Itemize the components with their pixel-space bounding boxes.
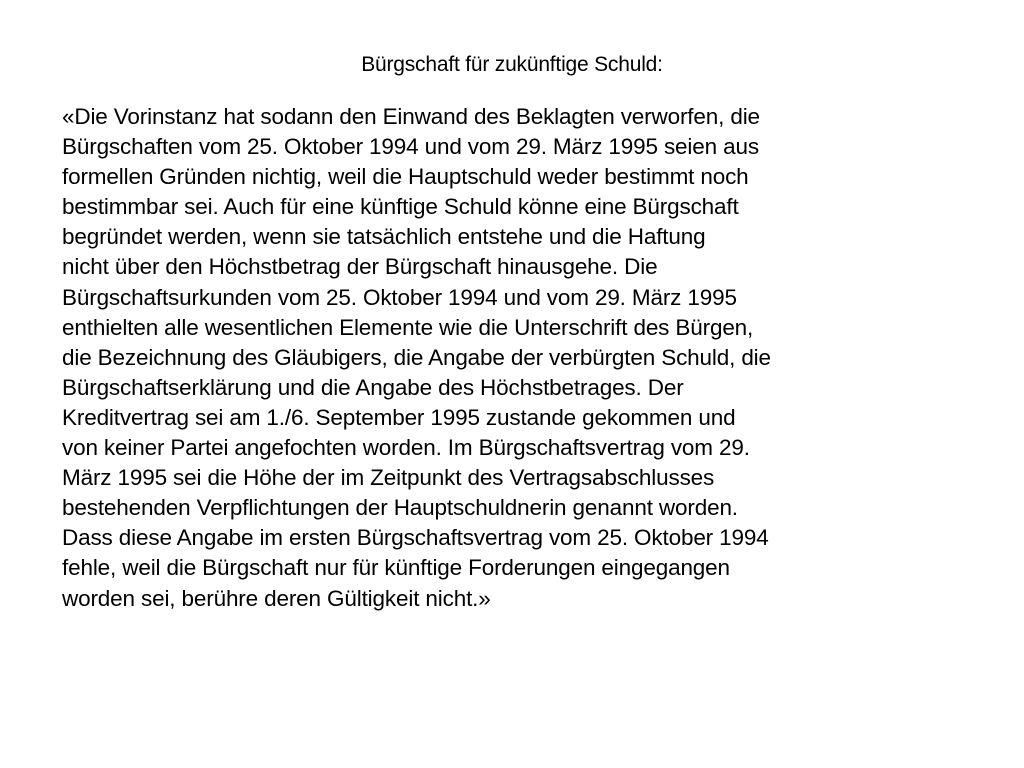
- slide-body-text: [62, 102, 967, 614]
- body-line: bestimmbar sei. Auch für eine künftige Schuld könne eine Bürgschaft: [62, 194, 739, 220]
- body-line: Bürgschaften vom 25. Oktober 1994 und vom 29. März 1995 seien aus: [62, 134, 759, 160]
- slide-title: Bürgschaft für zukünftige Schuld:: [361, 53, 663, 76]
- body-line: Bürgschaftsurkunden vom 25. Oktober 1994 und vom 29. März 1995: [62, 284, 737, 310]
- body-line: worden sei, berühre deren Gültigkeit nicht.»: [62, 585, 491, 611]
- body-line: nicht über den Höchstbetrag der Bürgschaft hinausgehe. Die: [62, 254, 658, 280]
- body-line: begründet werden, wenn sie tatsächlich entstehe und die Haftung: [62, 224, 706, 250]
- body-line: bestehenden Verpflichtungen der Hauptschuldnerin genannt worden.: [62, 495, 738, 521]
- body-line: enthielten alle wesentlichen Elemente wie die Unterschrift des Bürgen,: [62, 314, 754, 340]
- body-line: fehle, weil die Bürgschaft nur für künftige Forderungen eingegangen: [62, 555, 730, 581]
- body-line: die Bezeichnung des Gläubigers, die Angabe der verbürgten Schuld, die: [62, 344, 771, 370]
- body-line: März 1995 sei die Höhe der im Zeitpunkt des Vertragsabschlusses: [62, 465, 715, 491]
- body-line: Kreditvertrag sei am 1./6. September 1995 zustande gekommen und: [62, 404, 736, 430]
- body-line: «Die Vorinstanz hat sodann den Einwand des Beklagten verworfen, die: [62, 104, 760, 129]
- body-line: Dass diese Angabe im ersten Bürgschaftsvertrag vom 25. Oktober 1994: [62, 525, 769, 551]
- body-line: Bürgschaftserklärung und die Angabe des Höchstbetrages. Der: [62, 374, 684, 400]
- body-line: formellen Gründen nichtig, weil die Hauptschuld weder bestimmt noch: [62, 164, 749, 190]
- body-line: von keiner Partei angefochten worden. Im Bürgschaftsvertrag vom 29.: [62, 435, 750, 461]
